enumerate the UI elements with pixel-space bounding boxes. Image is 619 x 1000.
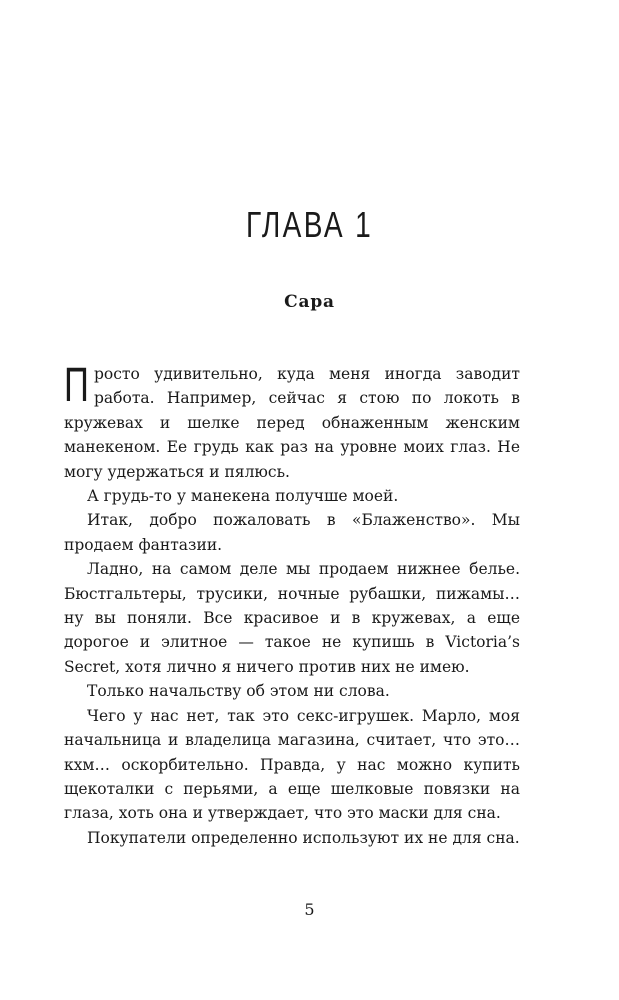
paragraph-6: Чего у нас нет, так это секс-игрушек. Марло, моя начальница и владелица магазина, считает, что это… кхм… оскорбительно. Правда, у нас можно купить щекоталки с перьями, а еще шелковые повязки на глаза, хоть она и утверждает, что это маски для сна. <box>64 706 520 823</box>
paragraph-1 <box>64 359 520 484</box>
paragraph-5: Только начальству об этом ни слова. <box>87 682 390 701</box>
character-name: Сара <box>284 292 335 312</box>
paragraph-2: А грудь-то у манекена получше моей. <box>87 487 399 506</box>
paragraph-1-text: росто удивительно, куда меня иногда заводит работа. Например, сейчас я стою по локоть в кружевах и шелке перед обнаженным женским манекеном. Ее грудь как раз на уровне моих глаз. Не могу удержаться и пялюсь. <box>64 365 520 481</box>
chapter-text <box>64 359 520 850</box>
paragraph-7: Покупатели определенно используют их не для сна. <box>87 828 520 847</box>
paragraph-4: Ладно, на самом деле мы продаем нижнее белье. Бюстгальтеры, трусики, ночные рубашки, пижамы… ну вы поняли. Все красивое и в кружевах, а еще дорогое и элитное — такое не купишь в Victoria’s Secret, хотя лично я ничего против них не имею. <box>64 560 520 676</box>
chapter-heading: ГЛАВА 1 <box>245 204 374 245</box>
drop-cap: П <box>64 359 89 412</box>
paragraph-3: Итак, добро пожаловать в «Блаженство». Мы продаем фантазии. <box>64 511 520 554</box>
page-number: 5 <box>304 900 315 919</box>
